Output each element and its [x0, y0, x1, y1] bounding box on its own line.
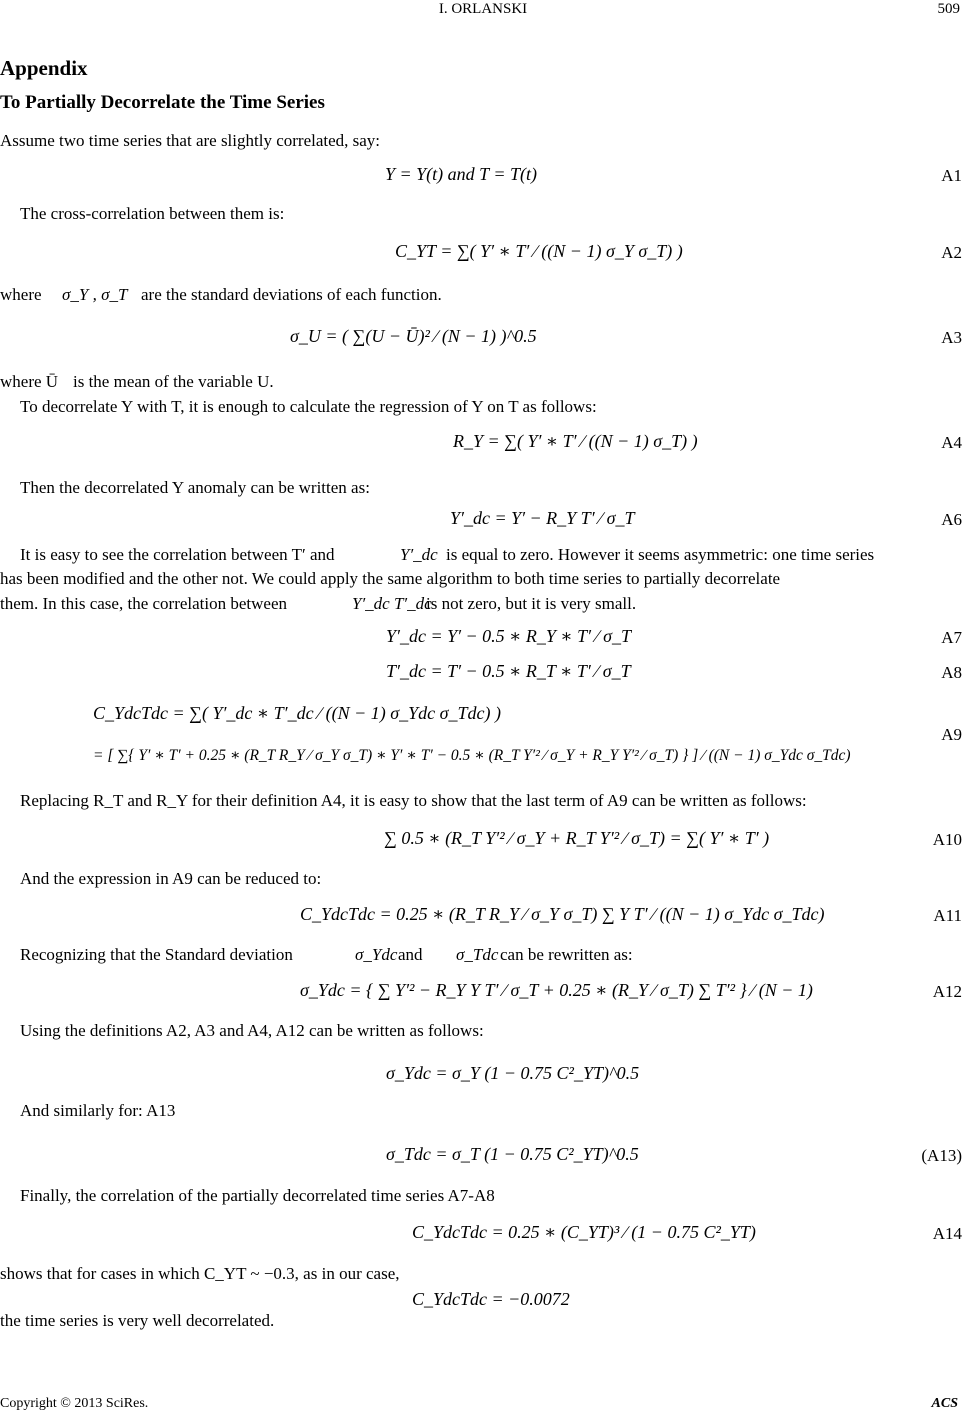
- equation-A14: C_YdcTdc = 0.25 ∗ (C_YT)³ ∕ (1 − 0.75 C²_YT): [412, 1222, 756, 1242]
- equation-A3: σ_U = ( ∑(U − Ū)² ∕ (N − 1) )^0.5: [290, 326, 537, 346]
- paragraph-3: are the standard deviations of each function.: [141, 285, 442, 304]
- paragraph-13: Finally, the correlation of the partially decorrelated time series A7-A8: [20, 1186, 495, 1205]
- footer-journal: ACS: [931, 1396, 958, 1411]
- paragraph-15: the time series is very well decorrelated.: [0, 1311, 275, 1330]
- paragraph-6: Then the decorrelated Y anomaly can be written as:: [20, 478, 370, 497]
- page-number: 509: [937, 1, 960, 17]
- paragraph-4: is the mean of the variable U.: [73, 372, 274, 391]
- paragraph-12: And similarly for: A13: [20, 1101, 176, 1120]
- ydc-tdc-symbols: Y′_dc T′_dc: [352, 594, 432, 613]
- equation-A7: Y′_dc = Y′ − 0.5 ∗ R_Y ∗ T′ ∕ σ_T: [386, 626, 631, 646]
- paragraph-7c: has been modified and the other not. We could apply the same algorithm to both time series to partially decorrelate: [0, 569, 781, 588]
- equation-A9-line2: = [ ∑{ Y′ ∗ T′ + 0.25 ∗ (R_T R_Y ∕ σ_Y σ_T) ∗ Y′ ∗ T′ − 0.5 ∗ (R_T Y′² ∕ σ_Y + R_Y Y′² ∕ σ_T) } ] ∕ ((N − 1) σ_Ydc σ_Tdc): [93, 747, 851, 764]
- equation-A6: Y′_dc = Y′ − R_Y T′ ∕ σ_T: [450, 508, 635, 528]
- paragraph-11: Using the definitions A2, A3 and A4, A12 can be written as follows:: [20, 1021, 484, 1040]
- paragraph-7b: is equal to zero. However it seems asymmetric: one time series: [446, 545, 875, 564]
- paragraph-7e: is not zero, but it is very small.: [426, 594, 637, 613]
- equation-label-A3: A3: [941, 328, 962, 347]
- equation-label-A11: A11: [933, 906, 962, 925]
- paragraph-10b: and: [398, 945, 423, 964]
- equation-final-value: C_YdcTdc = −0.0072: [412, 1289, 570, 1309]
- equation-label-A4: A4: [941, 433, 962, 452]
- equation-label-A1: A1: [941, 166, 962, 185]
- equation-label-A8: A8: [941, 663, 962, 682]
- running-header-author: I. ORLANSKI: [438, 1, 528, 17]
- equation-label-A13: (A13): [921, 1146, 962, 1165]
- sigma-ydc-symbol: σ_Ydc: [355, 945, 398, 964]
- section-title: Appendix: [0, 56, 88, 80]
- subsection-title: To Partially Decorrelate the Time Series: [0, 92, 325, 113]
- equation-label-A9: A9: [941, 725, 962, 744]
- paragraph-10c: can be rewritten as:: [500, 945, 633, 964]
- equation-label-A10: A10: [932, 830, 962, 849]
- equation-label-A6: A6: [941, 510, 962, 529]
- equation-A2: C_YT = ∑( Y′ ∗ T′ ∕ ((N − 1) σ_Y σ_T) ): [395, 241, 683, 261]
- equation-A8: T′_dc = T′ − 0.5 ∗ R_T ∗ T′ ∕ σ_T: [386, 661, 631, 681]
- paragraph-2: The cross-correlation between them is:: [20, 204, 285, 223]
- equation-A12: σ_Ydc = { ∑ Y′² − R_Y Y T′ ∕ σ_T + 0.25 ∗ (R_Y ∕ σ_T) ∑ T′² } ∕ (N − 1): [300, 980, 813, 1000]
- sigma-y-t-symbols: σ_Y , σ_T: [62, 285, 128, 304]
- ydc-symbol: Y′_dc: [400, 545, 438, 564]
- paragraph-5: To decorrelate Y with T, it is enough to calculate the regression of Y on T as follows:: [20, 397, 597, 416]
- paragraph-1: Assume two time series that are slightly correlated, say:: [0, 131, 381, 150]
- paragraph-10a: Recognizing that the Standard deviation: [20, 945, 293, 964]
- equation-A12b: σ_Ydc = σ_Y (1 − 0.75 C²_YT)^0.5: [386, 1063, 640, 1083]
- equation-A11: C_YdcTdc = 0.25 ∗ (R_T R_Y ∕ σ_Y σ_T) ∑ Y T′ ∕ ((N − 1) σ_Ydc σ_Tdc): [300, 904, 825, 924]
- footer-copyright: Copyright © 2013 SciRes.: [0, 1396, 149, 1411]
- paragraph-7d: them. In this case, the correlation between: [0, 594, 287, 613]
- equation-label-A12: A12: [932, 982, 962, 1001]
- equation-label-A7: A7: [941, 628, 962, 647]
- equation-A13: σ_Tdc = σ_T (1 − 0.75 C²_YT)^0.5: [386, 1144, 639, 1164]
- equation-label-A14: A14: [932, 1224, 962, 1243]
- equation-A10: ∑ 0.5 ∗ (R_T Y′² ∕ σ_Y + R_T Y′² ∕ σ_T) = ∑( Y′ ∗ T′ ): [384, 828, 770, 848]
- paragraph-9: And the expression in A9 can be reduced to:: [20, 869, 322, 888]
- equation-A4: R_Y = ∑( Y′ ∗ T′ ∕ ((N − 1) σ_T) ): [453, 431, 698, 451]
- paragraph-4-where: where Ū: [0, 372, 59, 391]
- equation-label-A2: A2: [941, 243, 962, 262]
- paragraph-8: Replacing R_T and R_Y for their definition A4, it is easy to show that the last term of A9 can be written as follows:: [20, 791, 807, 810]
- paragraph-7a: It is easy to see the correlation between T′ and: [20, 545, 335, 564]
- sigma-tdc-symbol: σ_Tdc: [456, 945, 499, 964]
- equation-A1: Y = Y(t) and T = T(t): [385, 164, 537, 184]
- paragraph-14: shows that for cases in which C_YT ~ −0.3, as in our case,: [0, 1264, 400, 1283]
- equation-A9-line1: C_YdcTdc = ∑( Y′_dc ∗ T′_dc ∕ ((N − 1) σ_Ydc σ_Tdc) ): [93, 703, 501, 723]
- paragraph-3-where: where: [0, 285, 42, 304]
